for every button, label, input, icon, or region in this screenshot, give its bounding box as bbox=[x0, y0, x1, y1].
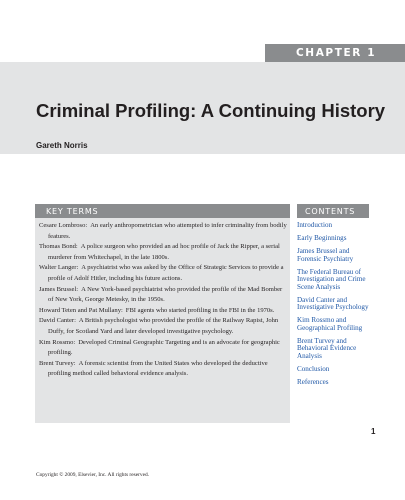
author-name: Gareth Norris bbox=[36, 141, 88, 150]
contents-link-conclusion[interactable]: Conclusion bbox=[297, 365, 330, 374]
key-term-definition: An early anthropometrician who attempted to infer criminality from bodily features. bbox=[48, 222, 287, 240]
key-term-definition: A New York-based psychiatrist who provided the profile of the Mad Bomber of New York, George Metesky, in the 1950s. bbox=[48, 285, 283, 304]
key-term-definition: A British psychologist who provided the profile of the Railway Rapist, John Duffy, for Scotland Yard and later developed investigative psychology. bbox=[48, 317, 279, 335]
key-term-definition: A police surgeon who provided an ad hoc profile of Jack the Ripper, a serial murderer from Whitechapel, in the late 1800s. bbox=[48, 243, 280, 261]
page-number: 1 bbox=[371, 427, 376, 436]
chapter-title: Criminal Profiling: A Continuing History bbox=[36, 100, 386, 121]
key-term-name: Walter Langer: bbox=[39, 264, 79, 272]
contents-heading: CONTENTS bbox=[297, 204, 369, 218]
key-term-item bbox=[39, 306, 287, 317]
key-term-item bbox=[39, 285, 287, 306]
key-term-definition: FBI agents who started profiling in the FBI in the 1970s. bbox=[125, 306, 275, 314]
contents-link-brent-turvey[interactable]: Brent Turvey and Behavioral Evidence Analysis bbox=[297, 336, 357, 361]
key-term-name: Thomas Bond: bbox=[39, 243, 78, 251]
contents-link-fbi[interactable]: The Federal Bureau of Investigation and Crime Scene Analysis bbox=[297, 267, 366, 291]
contents-list bbox=[297, 222, 369, 387]
contents-sidebar bbox=[297, 204, 369, 392]
key-term-name: David Canter: bbox=[39, 317, 76, 325]
contents-link-early-beginnings[interactable]: Early Beginnings bbox=[297, 233, 347, 242]
contents-link-kim-rossmo[interactable]: Kim Rossmo and Geographical Profiling bbox=[297, 316, 363, 332]
contents-link-introduction[interactable]: Introduction bbox=[297, 221, 333, 229]
contents-link-references[interactable]: References bbox=[297, 378, 329, 387]
key-term-name: Brent Turvey: bbox=[39, 359, 76, 367]
key-term-item bbox=[39, 221, 287, 242]
copyright-notice: Copyright © 2009, Elsevier, Inc. All rights reserved. bbox=[36, 472, 150, 478]
key-term-item bbox=[39, 263, 287, 284]
chapter-label: CHAPTER 1 bbox=[265, 44, 405, 62]
key-term-name: Kim Rossmo: bbox=[39, 338, 76, 346]
key-term-definition: A psychiatrist who was asked by the Office of Strategic Services to provide a profile of Adolf Hitler, including his future actions. bbox=[48, 264, 284, 282]
key-term-name: James Brussel: bbox=[39, 285, 79, 293]
key-term-item bbox=[39, 359, 287, 380]
key-term-definition: A forensic scientist from the United States who developed the deductive profiling method called behavioral evidence analysis. bbox=[48, 359, 268, 378]
key-terms-box bbox=[35, 204, 290, 423]
key-term-name: Cesare Lombroso: bbox=[39, 222, 88, 229]
key-terms-heading: KEY TERMS bbox=[35, 204, 290, 218]
contents-link-david-canter[interactable]: David Canter and Investigative Psychology bbox=[297, 295, 369, 312]
key-term-definition: Developed Criminal Geographic Targeting and is an advocate for geographic profiling. bbox=[48, 338, 280, 357]
key-terms-list bbox=[39, 221, 287, 380]
key-term-item bbox=[39, 338, 287, 359]
key-term-name: Howard Teten and Pat Mullany: bbox=[39, 306, 123, 314]
key-term-item bbox=[39, 242, 287, 263]
key-term-item bbox=[39, 316, 287, 337]
contents-link-james-brussel[interactable]: James Brussel and Forensic Psychiatry bbox=[297, 246, 354, 263]
